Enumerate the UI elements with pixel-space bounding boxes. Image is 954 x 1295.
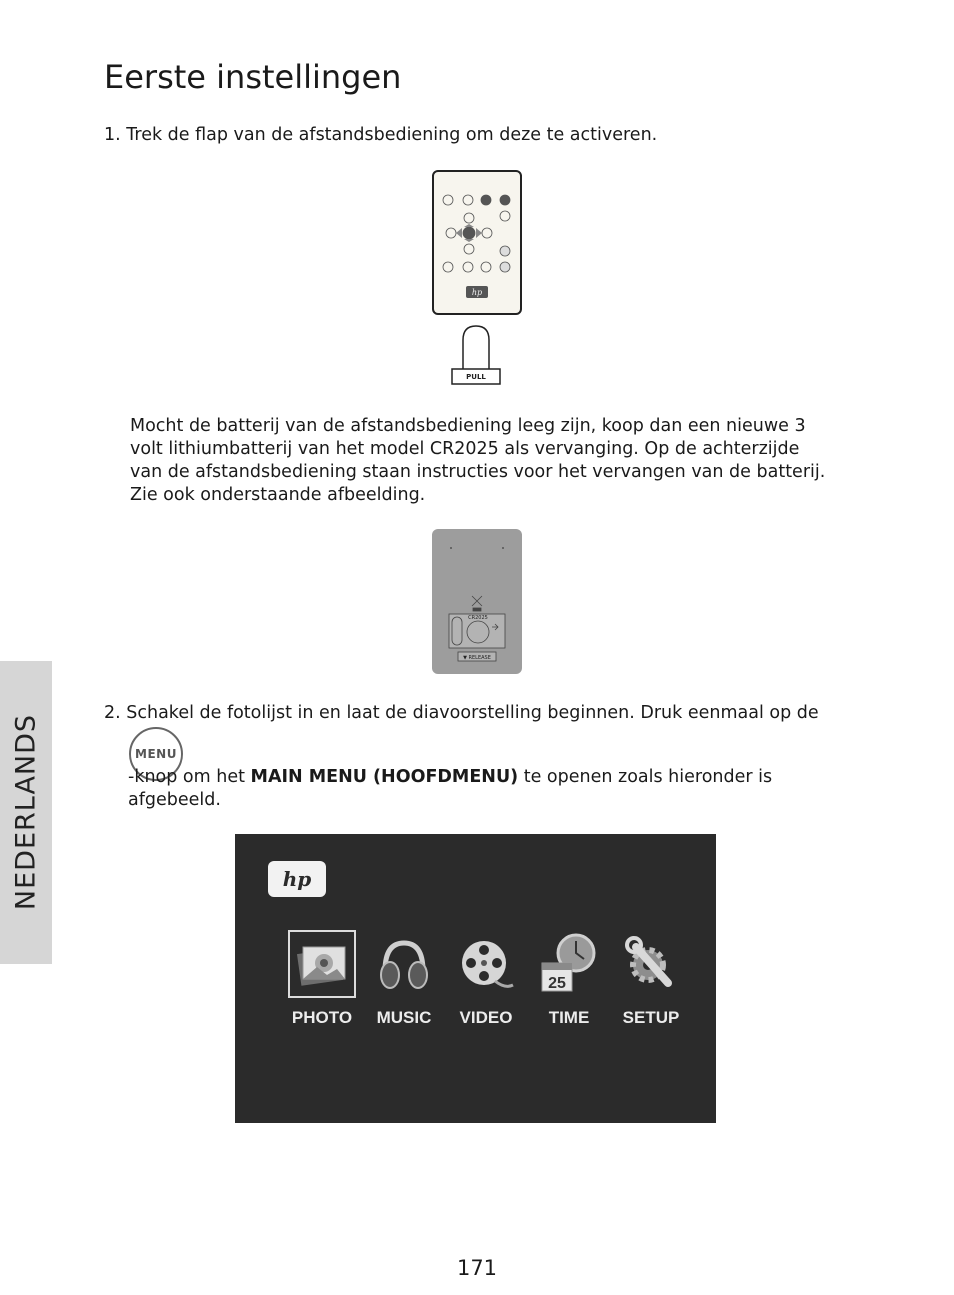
page-title: Eerste instellingen [104, 58, 402, 96]
menu-label-setup: SETUP [622, 1008, 680, 1027]
remote-buttons-drawing [434, 172, 520, 313]
battery-note-text: Mocht de batterij van de afstandsbediening leeg zijn, koop dan een nieuwe 3 volt lithiumbatterij van het model CR2025 als vervanging. Op de achterzijde van de afstandsbediening staan instructies voor het vervangen van de batterij. Zie ook onderstaande afbeelding. [130, 416, 826, 505]
language-side-tab [0, 661, 52, 964]
pull-label: PULL [466, 373, 486, 381]
pull-tab-illustration [448, 324, 504, 386]
battery-model-label: CR2025 [468, 615, 488, 621]
menu-label-photo: PHOTO [291, 1008, 353, 1027]
step-2-text-before: -knop om het [128, 767, 251, 787]
film-reel-icon [452, 930, 520, 998]
hp-logo: hp [268, 861, 326, 897]
main-menu-screenshot [235, 834, 716, 1123]
clock-calendar-icon [535, 930, 603, 998]
calendar-day: 25 [548, 975, 566, 992]
language-label: NEDERLANDS [10, 713, 42, 911]
photo-icon [288, 930, 356, 998]
remote-control-back-illustration [432, 529, 522, 674]
page-number: 171 [456, 1256, 498, 1280]
main-menu-label: MAIN MENU (HOOFDMENU) [250, 767, 519, 787]
menu-item-photo[interactable] [284, 930, 360, 1040]
step-2-text-after: te openen zoals hieronder is afgebeeld. [128, 767, 773, 810]
svg-text:hp: hp [471, 288, 483, 297]
menu-item-video[interactable] [448, 930, 524, 1040]
wrench-gear-icon [617, 930, 685, 998]
menu-button-icon: MENU [129, 727, 183, 781]
step-1-text: 1. Trek de flap van de afstandsbediening om deze te activeren. [104, 125, 658, 145]
headphones-icon [370, 930, 438, 998]
menu-item-time[interactable] [531, 930, 607, 1040]
menu-label-music: MUSIC [376, 1008, 432, 1027]
remote-back-drawing [432, 529, 522, 674]
step-2-continuation [128, 766, 828, 812]
step-2-text: 2. Schakel de fotolijst in en laat de diavoorstelling beginnen. Druk eenmaal op de [104, 703, 819, 723]
release-label: ▼ RELEASE [463, 655, 491, 661]
menu-label-time: TIME [548, 1008, 590, 1027]
menu-item-music[interactable] [366, 930, 442, 1040]
remote-control-front-illustration [432, 170, 522, 315]
menu-label-video: VIDEO [459, 1008, 513, 1027]
menu-item-setup[interactable] [613, 930, 689, 1040]
